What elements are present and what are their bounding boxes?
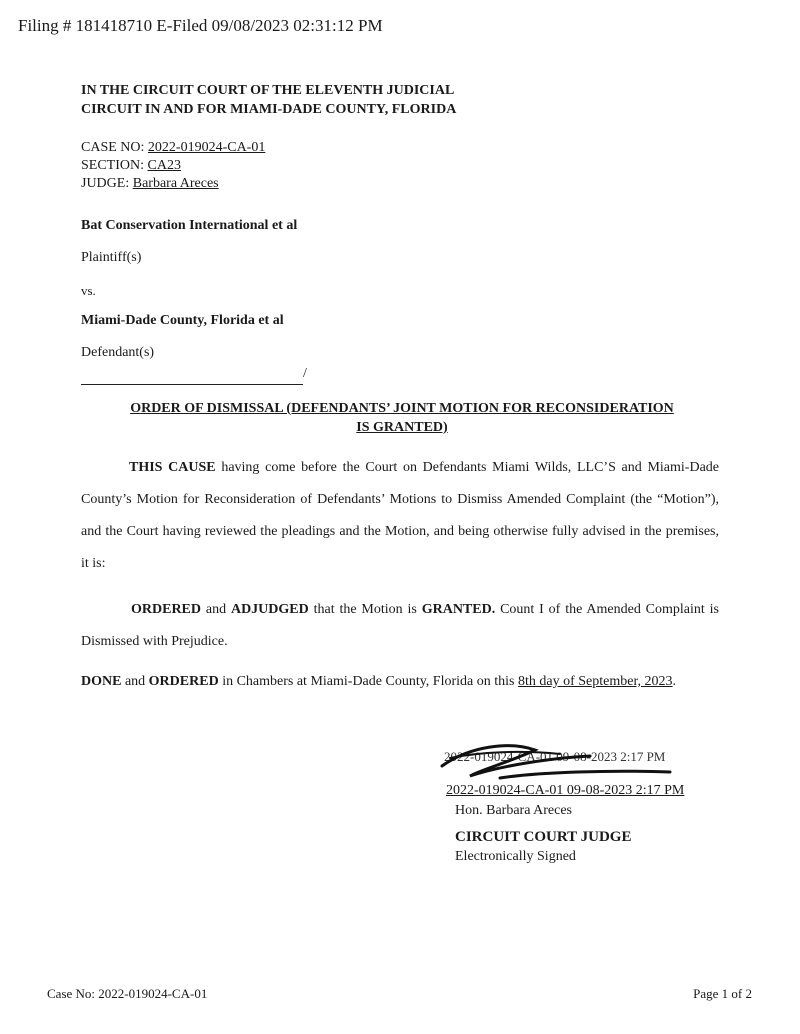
section-row <box>81 157 265 175</box>
ordered-and: and <box>201 602 231 617</box>
order-date: 8th day of September, 2023 <box>517 674 673 689</box>
defendant-label: Defendant(s) <box>81 345 155 360</box>
signature-stamp-icon <box>440 736 720 788</box>
cause-text: having come before the Court on Defendants Miami Wilds, LLC’S and Miami-Dade County’s Motion for Reconsideration of Defendants’ Motions to Dismiss Amended Complaint (the “Motion”), and the Court having reviewed the pleadings and the Motion, and being otherwise fully advised in the premises, it is: <box>81 460 720 571</box>
filing-header: Filing # 181418710 E-Filed 09/08/2023 02:31:12 PM <box>18 16 383 35</box>
order-title-line2: IS GRANTED) <box>356 420 448 435</box>
plaintiff-label: Plaintiff(s) <box>81 250 142 265</box>
order-paragraph-ordered <box>81 594 719 658</box>
section-value: CA23 <box>147 158 181 173</box>
granted-word: GRANTED. <box>421 602 496 617</box>
order-title-line1: ORDER OF DISMISSAL (DEFENDANTS’ JOINT MOTION FOR RECONSIDERATION <box>130 401 674 416</box>
order-title <box>81 399 723 437</box>
ordered-tail: Count I of the Amended Complaint is Dismissed with Prejudice. <box>81 602 719 649</box>
court-heading <box>81 81 456 119</box>
court-heading-line2: CIRCUIT IN AND FOR MIAMI-DADE COUNTY, FLORIDA <box>81 102 457 117</box>
order-paragraph-cause <box>81 452 719 580</box>
caption-slash: / <box>303 366 307 381</box>
defendant-name: Miami-Dade County, Florida et al <box>81 313 284 328</box>
footer-page-number: Page 1 of 2 <box>693 986 752 1001</box>
footer-case-number: Case No: 2022-019024-CA-01 <box>47 986 208 1001</box>
versus-label: vs. <box>81 283 96 298</box>
judge-row <box>81 175 265 193</box>
done-end: . <box>672 674 677 689</box>
judge-title: CIRCUIT COURT JUDGE <box>455 829 632 845</box>
ordered-mid: that the Motion is <box>308 602 422 617</box>
adjudged-lead: ADJUDGED <box>230 602 309 617</box>
case-number-label: CASE NO: <box>81 140 148 155</box>
order-paragraph-done <box>81 673 681 691</box>
judge-name: Barbara Areces <box>132 176 219 191</box>
section-label: SECTION: <box>81 158 148 173</box>
case-number-row <box>81 139 265 157</box>
judge-label: JUDGE: <box>81 176 133 191</box>
judge-signature <box>440 736 720 788</box>
judge-signature-name: Hon. Barbara Areces <box>455 803 573 818</box>
ordered-lead: ORDERED <box>131 602 202 617</box>
case-info <box>81 139 265 193</box>
done-text: in Chambers at Miami-Dade County, Florida on this <box>218 674 518 689</box>
electronic-signature-note: Electronically Signed <box>455 849 576 864</box>
caption-divider <box>81 384 303 385</box>
this-cause-lead: THIS CAUSE <box>129 460 216 475</box>
signature-timestamp: 2022-019024-CA-01 09-08-2023 2:17 PM <box>446 783 685 798</box>
court-heading-line1: IN THE CIRCUIT COURT OF THE ELEVENTH JUDICIAL <box>81 83 455 98</box>
plaintiff-name: Bat Conservation International et al <box>81 218 298 233</box>
done-and: and <box>121 674 149 689</box>
done-ordered-lead: ORDERED <box>148 674 219 689</box>
done-lead: DONE <box>81 674 122 689</box>
case-number: 2022-019024-CA-01 <box>147 140 266 155</box>
signature-stamp-text: 2022-019024-CA-01 09-08-2023 2:17 PM <box>444 749 666 764</box>
